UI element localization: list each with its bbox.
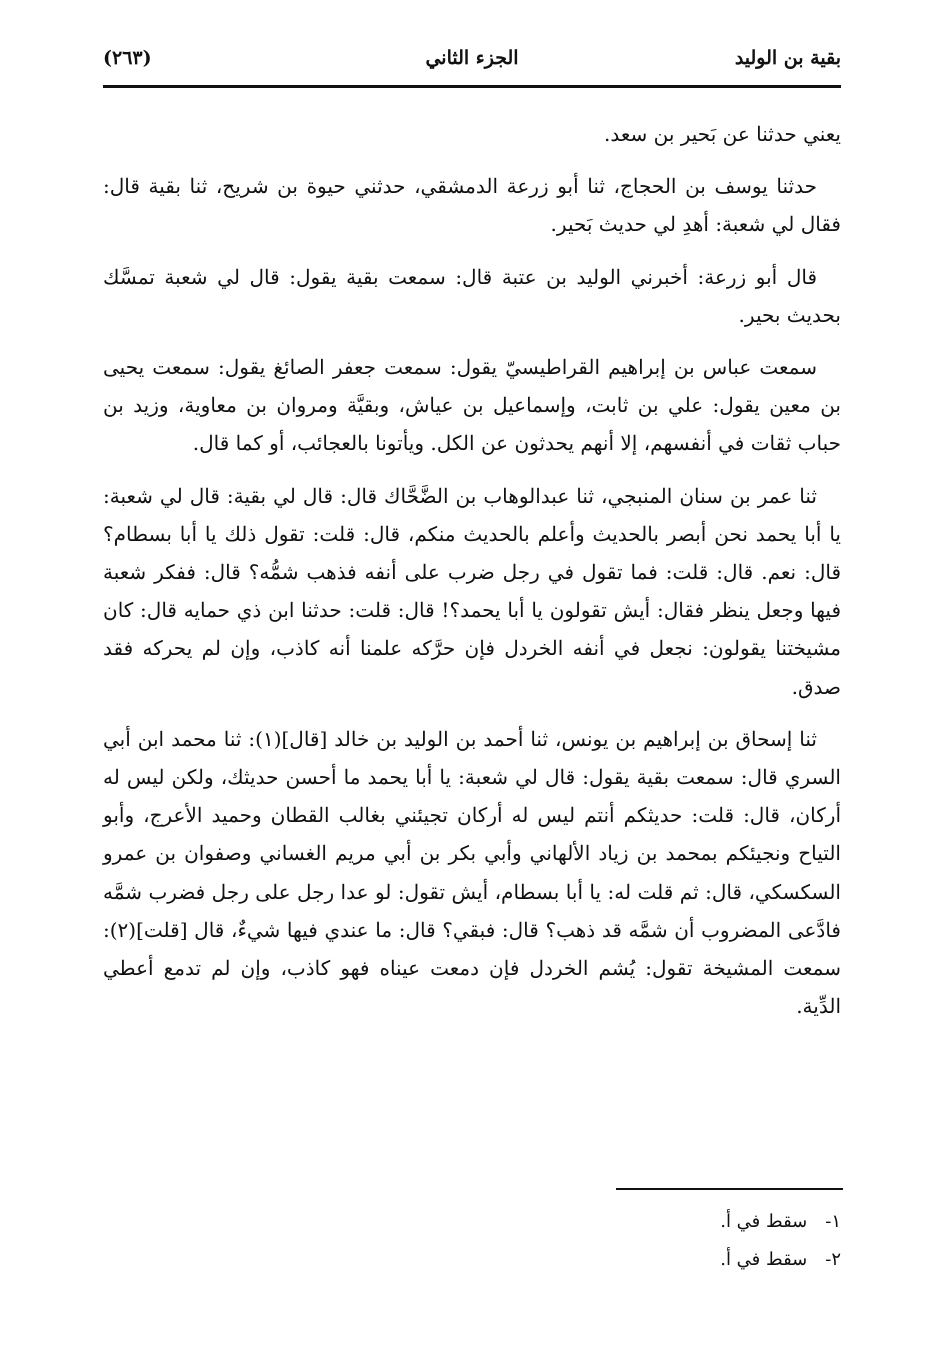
footnote-text: سقط في أ. — [720, 1211, 808, 1232]
running-header — [103, 45, 841, 85]
volume-title: الجزء الثاني — [425, 47, 519, 69]
main-text — [103, 115, 841, 1039]
paragraph: قال أبو زرعة: أخبرني الوليد بن عتبة قال: سمعت بقية يقول: قال لي شعبة تمسَّك بحديث بحير. — [103, 264, 841, 327]
book-section-title: بقية بن الوليد — [734, 47, 841, 69]
footnote-number: ٢- — [825, 1249, 841, 1270]
paragraph: ثنا عمر بن سنان المنبجي، ثنا عبدالوهاب بن الضَّحَّاك قال: قال لي بقية: قال لي شعبة: يا أبا يحمد نحن أبصر بالحديث وأعلم بالحديث منكم، قال: قلت: تقول ذلك يا أبا بسطام؟ قال: نعم. قال: قلت: فما تقول في رجل ضرب على أنفه فذهب شمُّه؟ قال: ففكر شعبة فيها وجعل ينظر فقال: أيش تقولون يا أبا يحمد؟! قال: قلت: حدثنا ابن ذي حمايه قال: كان مشيختنا يقولون: نجعل في أنفه الخردل فإن حرَّكه علمنا أنه كاذب، وإن لم يحركه فقد صدق. — [103, 483, 841, 699]
header-rule — [103, 85, 841, 88]
paragraph: يعني حدثنا عن بَحير بن سعد. — [603, 122, 841, 146]
footnote — [103, 1241, 841, 1279]
paragraph: سمعت عباس بن إبراهيم القراطيسيّ يقول: سمعت جعفر الصائغ يقول: سمعت يحيى بن معين يقول: علي بن ثابت، وإسماعيل بن عياش، وبقيَّة ومروان بن معاوية، وزيد بن حباب ثقات في أنفسهم، إلا أنهم يحدثون عن الكل. ويأتونا بالعجائب، أو كما قال. — [103, 355, 841, 456]
page-number: (٢٦٣) — [103, 47, 152, 69]
footnotes — [103, 1203, 841, 1279]
footnote-separator — [616, 1188, 843, 1190]
footnote — [103, 1203, 841, 1241]
paragraph: حدثنا يوسف بن الحجاج، ثنا أبو زرعة الدمشقي، حدثني حيوة بن شريح، ثنا بقية قال: فقال لي شعبة: أهدِ لي حديث بَحير. — [103, 174, 841, 237]
footnote-number: ١- — [825, 1211, 841, 1232]
footnote-text: سقط في أ. — [720, 1249, 808, 1270]
paragraph: ثنا إسحاق بن إبراهيم بن يونس، ثنا أحمد بن الوليد بن خالد [قال](١): ثنا محمد ابن أبي السري قال: سمعت بقية يقول: قال لي شعبة: يا أبا يحمد ما أحسن حديثك، ولكن ليس له أركان، قال: قلت: حديثكم أنتم ليس له أركان تجيئني بغالب القطان وحميد الأعرج، وأبو التياح ونجيئكم بمحمد بن زياد الألهاني وأبي بكر بن أبي مريم الغساني وصفوان بن عمرو السكسكي، قال: ثم قلت له: يا أبا بسطام، أيش تقول: لو عدا رجل على رجل فضرب شمَّه فادَّعى المضروب أن شمَّه قد ذهب؟ قال: فبقي؟ قال: ما عندي فيها شيءٌ، قال [قلت](٢): سمعت المشيخة تقول: يُشم الخردل فإن دمعت عيناه فهو كاذب، وإن لم تدمع أعطي الدِّية. — [103, 726, 841, 1019]
